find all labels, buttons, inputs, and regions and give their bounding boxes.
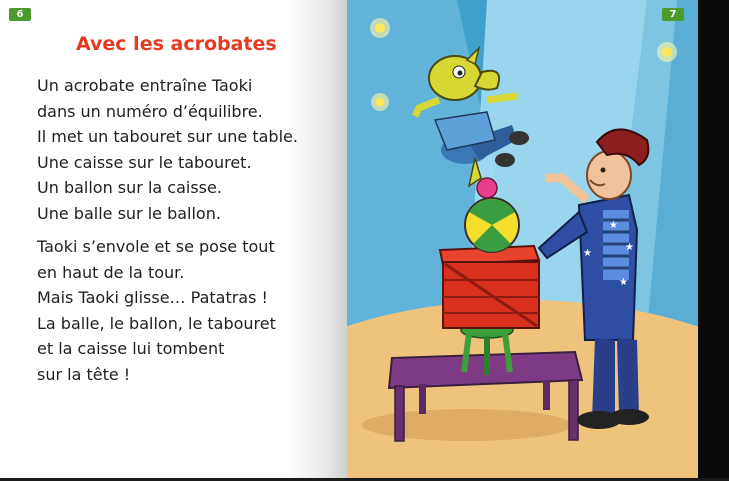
story-title: Avec les acrobates: [76, 33, 277, 55]
text-line: Il met un tabouret sur une table.: [37, 127, 298, 147]
red-crate: [440, 246, 539, 328]
stanza-1: [37, 73, 298, 227]
svg-text:★: ★: [619, 277, 628, 288]
left-page: [0, 0, 347, 478]
text-line: Une balle sur le ballon.: [37, 203, 221, 223]
right-page: [347, 0, 698, 478]
pink-ball: [477, 178, 497, 198]
svg-text:★: ★: [609, 220, 618, 231]
text-line: Une caisse sur le tabouret.: [37, 152, 252, 172]
page-number-right: 7: [662, 8, 684, 21]
text-line: Un ballon sur la caisse.: [37, 178, 222, 198]
text-line: Mais Taoki glisse… Patatras !: [37, 288, 268, 308]
page-number-left: 6: [9, 8, 31, 21]
circus-illustration: [347, 0, 698, 478]
svg-text:★: ★: [625, 242, 634, 253]
stage-light: [370, 18, 390, 38]
text-line: La balle, le ballon, le tabouret: [37, 313, 276, 333]
stanza-2: [37, 234, 276, 388]
text-line: en haut de la tour.: [37, 262, 185, 282]
text-line: Taoki s’envole et se pose tout: [37, 237, 275, 256]
stage-light: [657, 42, 677, 62]
page-edge: [698, 0, 729, 481]
svg-text:★: ★: [583, 248, 592, 259]
stage-light: [371, 93, 389, 111]
text-line: dans un numéro d’équilibre.: [37, 101, 263, 121]
striped-ball: [465, 198, 519, 252]
text-line: et la caisse lui tombent: [37, 339, 225, 359]
text-line: Un acrobate entraîne Taoki: [37, 76, 253, 95]
text-line: sur la tête !: [37, 364, 131, 384]
